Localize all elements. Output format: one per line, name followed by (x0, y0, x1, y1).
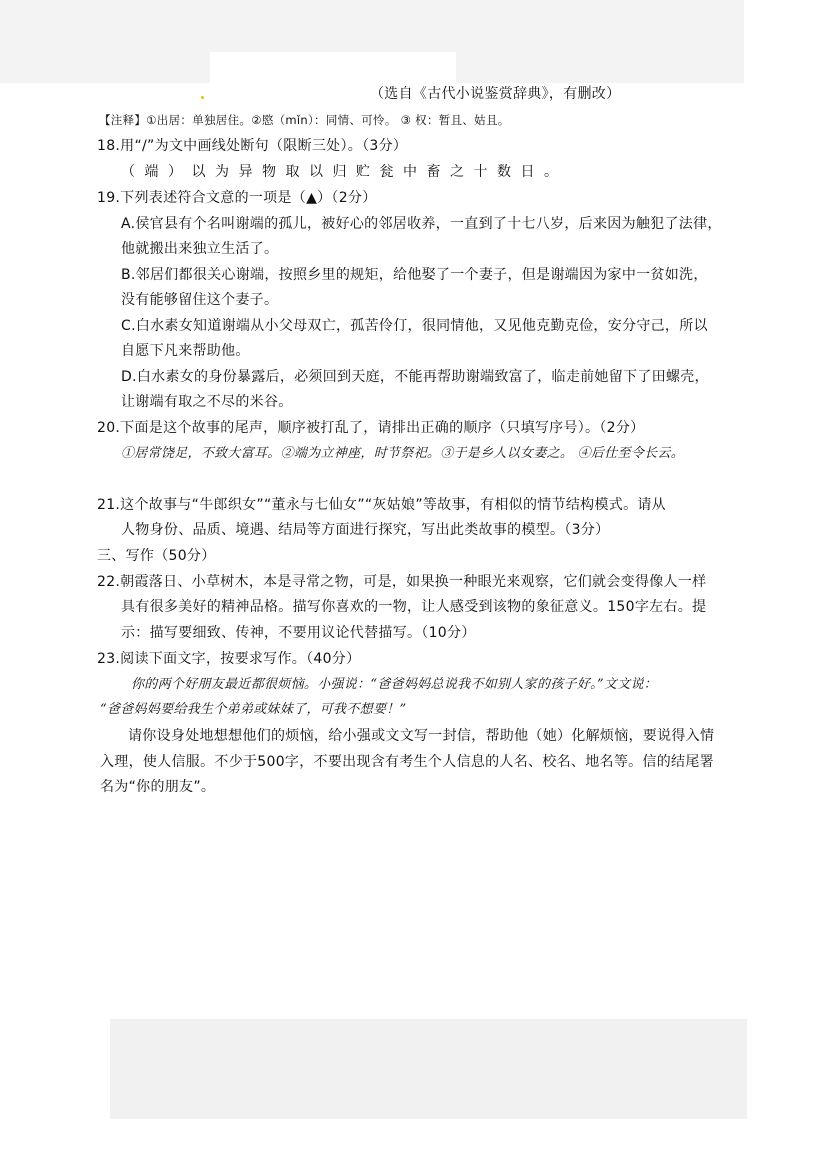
q19-option-b-line1: B.邻居们都很关心谢端，按照乡里的规矩，给他娶了一个妻子，但是谢端因为家中一贫如洗， (121, 267, 708, 283)
q19-option-a-line1: A.侯官县有个名叫谢端的孤儿，被好心的邻居收养，一直到了十七八岁，后来因为触犯了法律， (121, 216, 722, 232)
q23-prompt: 23.阅读下面文字，按要求写作。（40分） (97, 651, 361, 667)
scan-shadow-top-left (0, 0, 210, 83)
q19-option-a-line2: 他就搬出来独立生活了。 (121, 241, 279, 257)
q18-sentence: （端）以为异物取以归贮瓮中畜之十数日。 (121, 164, 568, 180)
annotation: 【注释】①出居：单独居住。②愍（mǐn）：同情、可怜。 ③ 权：暂且、姑且。 (99, 113, 510, 127)
q21-line1: 21.这个故事与“牛郎织女”“董永与七仙女”“灰姑娘”等故事，有相似的情节结构模式。请从 (97, 497, 666, 513)
q23-task-line3: 名为“你的朋友”。 (100, 779, 216, 795)
q19-option-b-line2: 没有能够留住这个妻子。 (121, 292, 279, 308)
scan-shadow-top-right (456, 0, 744, 83)
ink-speck (201, 96, 204, 99)
q19-option-c-line1: C.白水素女知道谢端从小父母双亡，孤苦伶仃，很同情他，又见他克勤克俭，安分守己，所以 (121, 318, 708, 334)
q18-prompt: 18.用“/”为文中画线处断句（限断三处）。（3分） (97, 138, 408, 154)
q23-quote-line1: 你的两个好朋友最近都很烦恼。小强说：“爸爸妈妈总说我不如别人家的孩子好。”文文说： (131, 677, 658, 692)
q22-line3: 示：描写要细致、传神，不要用议论代替描写。（10分） (121, 625, 476, 641)
q23-quote-line2: “爸爸妈妈要给我生个弟弟或妹妹了，可我不想要！” (100, 702, 407, 717)
source-note: （选自《古代小说鉴赏辞典》，有删改） (370, 86, 621, 102)
q22-line1: 22.朝霞落日、小草树木，本是寻常之物，可是，如果换一种眼光来观察，它们就会变得像人一样 (97, 574, 707, 590)
q23-task-line1: 请你设身处地想想他们的烦恼，给小强或文文写一封信，帮助他（她）化解烦恼，要说得入情 (128, 728, 715, 744)
q20-prompt: 20.下面是这个故事的尾声，顺序被打乱了，请排出正确的顺序（只填写序号）。（2分） (97, 420, 645, 436)
q21-line2: 人物身份、品质、境遇、结局等方面进行探究，写出此类故事的模型。（3分） (121, 522, 610, 538)
q23-task-line2: 入理，使人信服。不少于500字，不要出现含有考生个人信息的人名、校名、地名等。信的结尾署 (100, 754, 714, 770)
q19-option-d-line1: D.白水素女的身份暴露后，必须回到天庭，不能再帮助谢端致富了，临走前她留下了田螺壳， (121, 369, 709, 385)
q19-prompt: 19.下列表述符合文意的一项是（▲）（2分） (97, 190, 377, 206)
q19-option-d-line2: 让谢端有取之不尽的米谷。 (121, 394, 293, 410)
q22-line2: 具有很多美好的精神品格。描写你喜欢的一物，让人感受到该物的象征意义。150字左右。提 (121, 599, 707, 615)
q20-items: ①居常饶足，不致大富耳。②端为立神座，时节祭祀。③于是乡人以女妻之。 ④后仕至令长云。 (121, 446, 685, 461)
q19-option-c-line2: 自愿下凡来帮助他。 (121, 343, 250, 359)
section-3-heading: 三、写作（50分） (97, 548, 216, 564)
scan-shadow-top-middle (210, 0, 456, 52)
scan-shadow-bottom (110, 1019, 747, 1119)
